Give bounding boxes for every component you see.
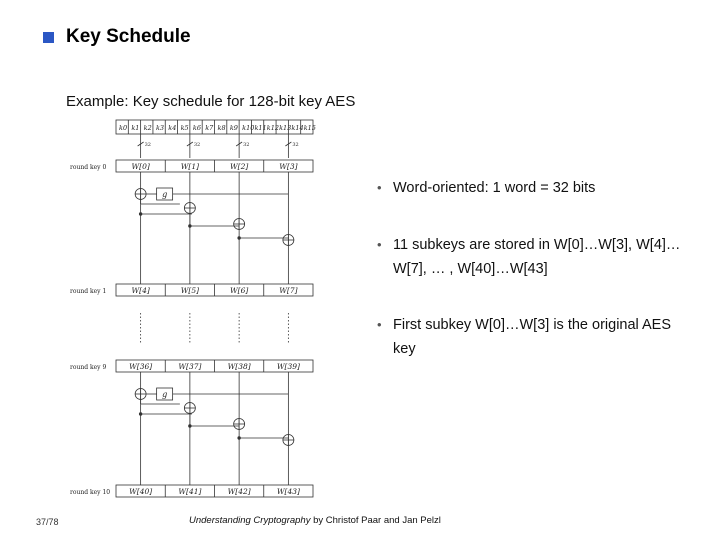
word-label: W[7] — [279, 286, 298, 295]
junction-dot — [189, 225, 192, 228]
key-byte-label: k3 — [155, 124, 165, 132]
junction-dot — [238, 237, 241, 240]
g-function-label: g — [162, 390, 168, 399]
junction-dot — [189, 425, 192, 428]
page-number: 37/78 — [36, 517, 59, 527]
bus-width-label: 32 — [243, 142, 250, 148]
footer-citation — [189, 515, 441, 526]
key-schedule-diagram — [62, 118, 332, 503]
word-label: W[1] — [180, 162, 200, 171]
g-function-label: g — [162, 190, 168, 199]
word-label: W[3] — [279, 162, 298, 171]
key-byte-label: k1 — [131, 124, 140, 132]
slide-title: Key Schedule — [66, 26, 191, 47]
bullet-list — [377, 176, 697, 395]
slide-subtitle: Example: Key schedule for 128-bit key AES — [66, 93, 356, 110]
footer-book-title: Understanding Cryptography — [189, 515, 311, 526]
word-label: W[6] — [229, 286, 249, 295]
word-label: W[41] — [178, 487, 202, 496]
word-label: W[38] — [227, 362, 251, 371]
word-label: W[5] — [180, 286, 200, 295]
round-label: round key 1 — [70, 288, 107, 295]
bullet-item-word-oriented: • Word-oriented: 1 word = 32 bits — [377, 176, 697, 200]
junction-dot — [238, 437, 241, 440]
key-byte-label: k9 — [229, 124, 238, 132]
title-bullet — [43, 32, 54, 43]
key-byte-label: k2 — [143, 124, 152, 132]
word-label: W[36] — [129, 362, 153, 371]
bus-width-label: 32 — [193, 142, 201, 148]
key-byte-label: k15 — [303, 124, 316, 132]
round-label: round key 9 — [70, 364, 107, 371]
key-byte-label: k7 — [205, 124, 214, 132]
key-byte-label: k14 — [291, 124, 304, 132]
round-label: round key 0 — [70, 164, 107, 171]
word-label: W[42] — [227, 487, 251, 496]
key-byte-label: k11 — [254, 124, 267, 132]
footer-authors: by Christof Paar and Jan Pelzl — [310, 515, 441, 526]
bus-width-label: 32 — [292, 142, 299, 148]
word-label: W[40] — [129, 487, 153, 496]
word-label: W[39] — [276, 362, 300, 371]
round-label: round key 10 — [70, 489, 111, 496]
junction-dot — [139, 413, 142, 416]
key-byte-label: k13 — [279, 124, 292, 132]
bus-width-label: 32 — [144, 142, 151, 148]
key-byte-label: k5 — [180, 124, 189, 132]
word-label: W[37] — [178, 362, 202, 371]
word-label: W[4] — [131, 286, 150, 295]
key-byte-label: k10 — [242, 124, 255, 132]
junction-dot — [139, 213, 142, 216]
key-byte-label: k0 — [119, 124, 128, 132]
key-byte-label: k6 — [192, 124, 201, 132]
key-byte-label: k12 — [266, 124, 279, 132]
bullet-item-subkeys: • 11 subkeys are stored in W[0]…W[3], W[4]…W[7], … , W[40]…W[43] — [377, 233, 697, 281]
key-byte-label: k4 — [168, 124, 177, 132]
word-label: W[43] — [276, 487, 300, 496]
word-label: W[0] — [131, 162, 150, 171]
key-byte-label: k8 — [217, 124, 226, 132]
word-label: W[2] — [229, 162, 249, 171]
bullet-item-first-subkey: • First subkey W[0]…W[3] is the original AES key — [377, 313, 697, 361]
